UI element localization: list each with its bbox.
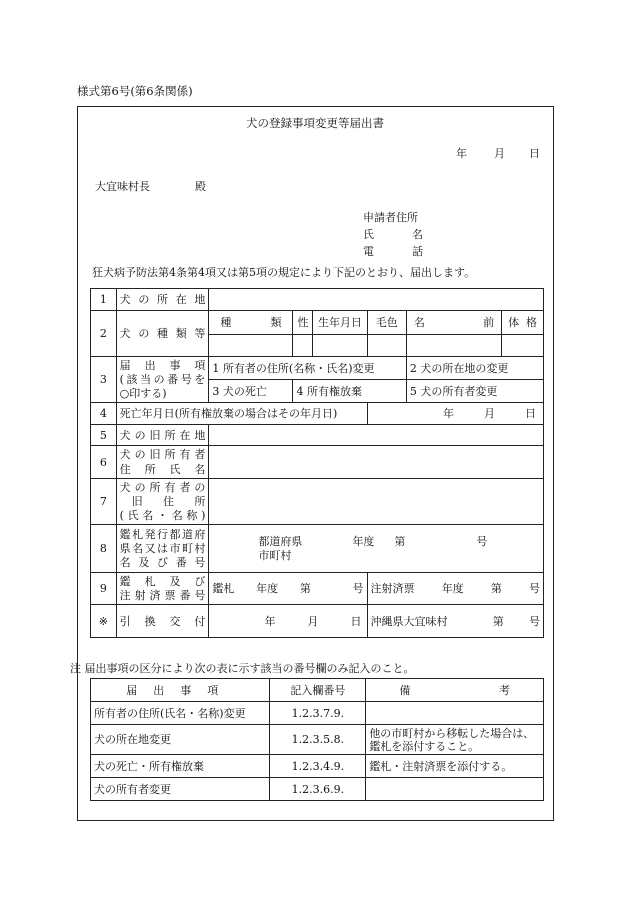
row-label: 引換交付 <box>116 605 209 638</box>
option-ownership-abandon[interactable]: 4 所有権放棄 <box>293 380 406 403</box>
table-row <box>91 755 544 778</box>
item-cell: 所有者の住所(氏名・名称)変更 <box>91 702 270 725</box>
item-cell: 犬の所在地変更 <box>91 725 270 755</box>
row-label: 犬の所有者の 旧住所 (氏名・名称) <box>116 479 209 525</box>
form-title: 犬の登録事項変更等届出書 <box>246 116 384 130</box>
row-number: 3 <box>91 357 117 403</box>
dog-name-input[interactable] <box>406 335 501 357</box>
note-text: 注 届出事項の区分により次の表に示す該当の番号欄のみ記入のこと。 <box>70 662 415 675</box>
row-label: 届出事項 (該当の番号を ○印する) <box>116 357 209 403</box>
row-exchange <box>91 605 544 638</box>
row-number: ※ <box>91 605 117 638</box>
addressee-honorific: 殿 <box>195 180 206 193</box>
item-cell: 犬の所有者変更 <box>91 778 270 801</box>
option-dog-death[interactable]: 3 犬の死亡 <box>209 380 293 403</box>
remarks-cell: 他の市町村から移転した場合は、鑑札を添付すること。 <box>366 725 544 755</box>
form-number-label: 様式第6号(第6条関係) <box>77 84 193 98</box>
addressee-name: 大宜味村長 <box>95 180 150 193</box>
row-number: 8 <box>91 525 117 573</box>
tag-issuer-input[interactable]: 都道府県 市町村 年度 第 号 <box>209 525 544 573</box>
row-death-date <box>91 403 544 425</box>
remarks-cell <box>366 778 544 801</box>
applicant-phone: 電 話 <box>363 245 423 258</box>
date-year: 年 <box>456 147 467 160</box>
fields-cell: 1.2.3.4.9. <box>270 755 366 778</box>
header-birth: 生年月日 <box>313 311 367 335</box>
death-date-input[interactable]: 年 月 日 <box>367 403 543 425</box>
date-month: 月 <box>494 147 505 160</box>
option-owner-change[interactable]: 5 犬の所有者変更 <box>406 380 543 403</box>
date-day: 日 <box>529 147 540 160</box>
row-old-location <box>91 425 544 446</box>
row-number: 6 <box>91 446 117 479</box>
applicant-name: 氏 名 <box>363 228 423 241</box>
row-tag-issuer <box>91 525 544 573</box>
tag-number-input[interactable]: 鑑札 年度 第 号 <box>209 573 367 605</box>
row-number: 7 <box>91 479 117 525</box>
body-input[interactable] <box>502 335 544 357</box>
fields-cell: 1.2.3.6.9. <box>270 778 366 801</box>
sex-input[interactable] <box>293 335 313 357</box>
row-number: 1 <box>91 289 117 311</box>
row-owner-old-address <box>91 479 544 525</box>
applicant-block <box>363 209 423 260</box>
reference-table <box>90 678 544 801</box>
old-location-input[interactable] <box>209 425 544 446</box>
row-dog-type <box>91 311 544 335</box>
old-owner-input[interactable] <box>209 446 544 479</box>
exchange-number-input[interactable]: 沖縄県大宜味村 第 号 <box>367 605 543 638</box>
row-number: 9 <box>91 573 117 605</box>
table-row <box>91 702 544 725</box>
exchange-date-input[interactable]: 年 月 日 <box>209 605 367 638</box>
header-fields: 記入欄番号 <box>270 679 366 702</box>
table-row <box>91 725 544 755</box>
injection-number-input[interactable]: 注射済票 年度 第 号 <box>367 573 543 605</box>
intro-text: 狂犬病予防法第4条第4項又は第5項の規定により下記のとおり、届出します。 <box>92 266 476 279</box>
row-label: 犬の種類等 <box>116 311 209 357</box>
row-dog-location <box>91 289 544 311</box>
row-label: 犬の所在地 <box>116 289 209 311</box>
row-label: 鑑札及び 注射済票番号 <box>116 573 209 605</box>
row-notification-items <box>91 357 544 380</box>
row-label: 犬の旧所在地 <box>116 425 209 446</box>
row-number: 2 <box>91 311 117 357</box>
item-cell: 犬の死亡・所有権放棄 <box>91 755 270 778</box>
owner-old-address-input[interactable] <box>209 479 544 525</box>
kind-input[interactable] <box>209 335 293 357</box>
row-number: 5 <box>91 425 117 446</box>
main-form-table <box>90 288 544 638</box>
option-owner-address-change[interactable]: 1 所有者の住所(名称・氏名)変更 <box>209 357 406 380</box>
option-location-change[interactable]: 2 犬の所在地の変更 <box>406 357 543 380</box>
applicant-address: 申請者住所 <box>363 211 418 224</box>
header-item: 届出事項 <box>91 679 270 702</box>
row-tag-injection <box>91 573 544 605</box>
header-body: 体 格 <box>502 311 544 335</box>
remarks-cell <box>366 702 544 725</box>
header-kind: 種 類 <box>209 311 293 335</box>
table-row <box>91 778 544 801</box>
color-input[interactable] <box>367 335 406 357</box>
row-label: 犬の旧所有者 住所氏名 <box>116 446 209 479</box>
header-color: 毛色 <box>367 311 406 335</box>
header-sex: 性 <box>293 311 313 335</box>
row-number: 4 <box>91 403 117 425</box>
header-name: 名 前 <box>406 311 501 335</box>
row-label: 死亡年月日(所有権放棄の場合はその年月日) <box>116 403 367 425</box>
dog-location-input[interactable] <box>209 289 544 311</box>
fields-cell: 1.2.3.7.9. <box>270 702 366 725</box>
reference-header <box>91 679 544 702</box>
header-remarks: 備 考 <box>366 679 544 702</box>
birth-input[interactable] <box>313 335 367 357</box>
row-old-owner <box>91 446 544 479</box>
addressee <box>95 181 206 192</box>
remarks-cell: 鑑札・注射済票を添付する。 <box>366 755 544 778</box>
fields-cell: 1.2.3.5.8. <box>270 725 366 755</box>
row-label: 鑑札発行都道府 県名又は市町村 名及び番号 <box>116 525 209 573</box>
